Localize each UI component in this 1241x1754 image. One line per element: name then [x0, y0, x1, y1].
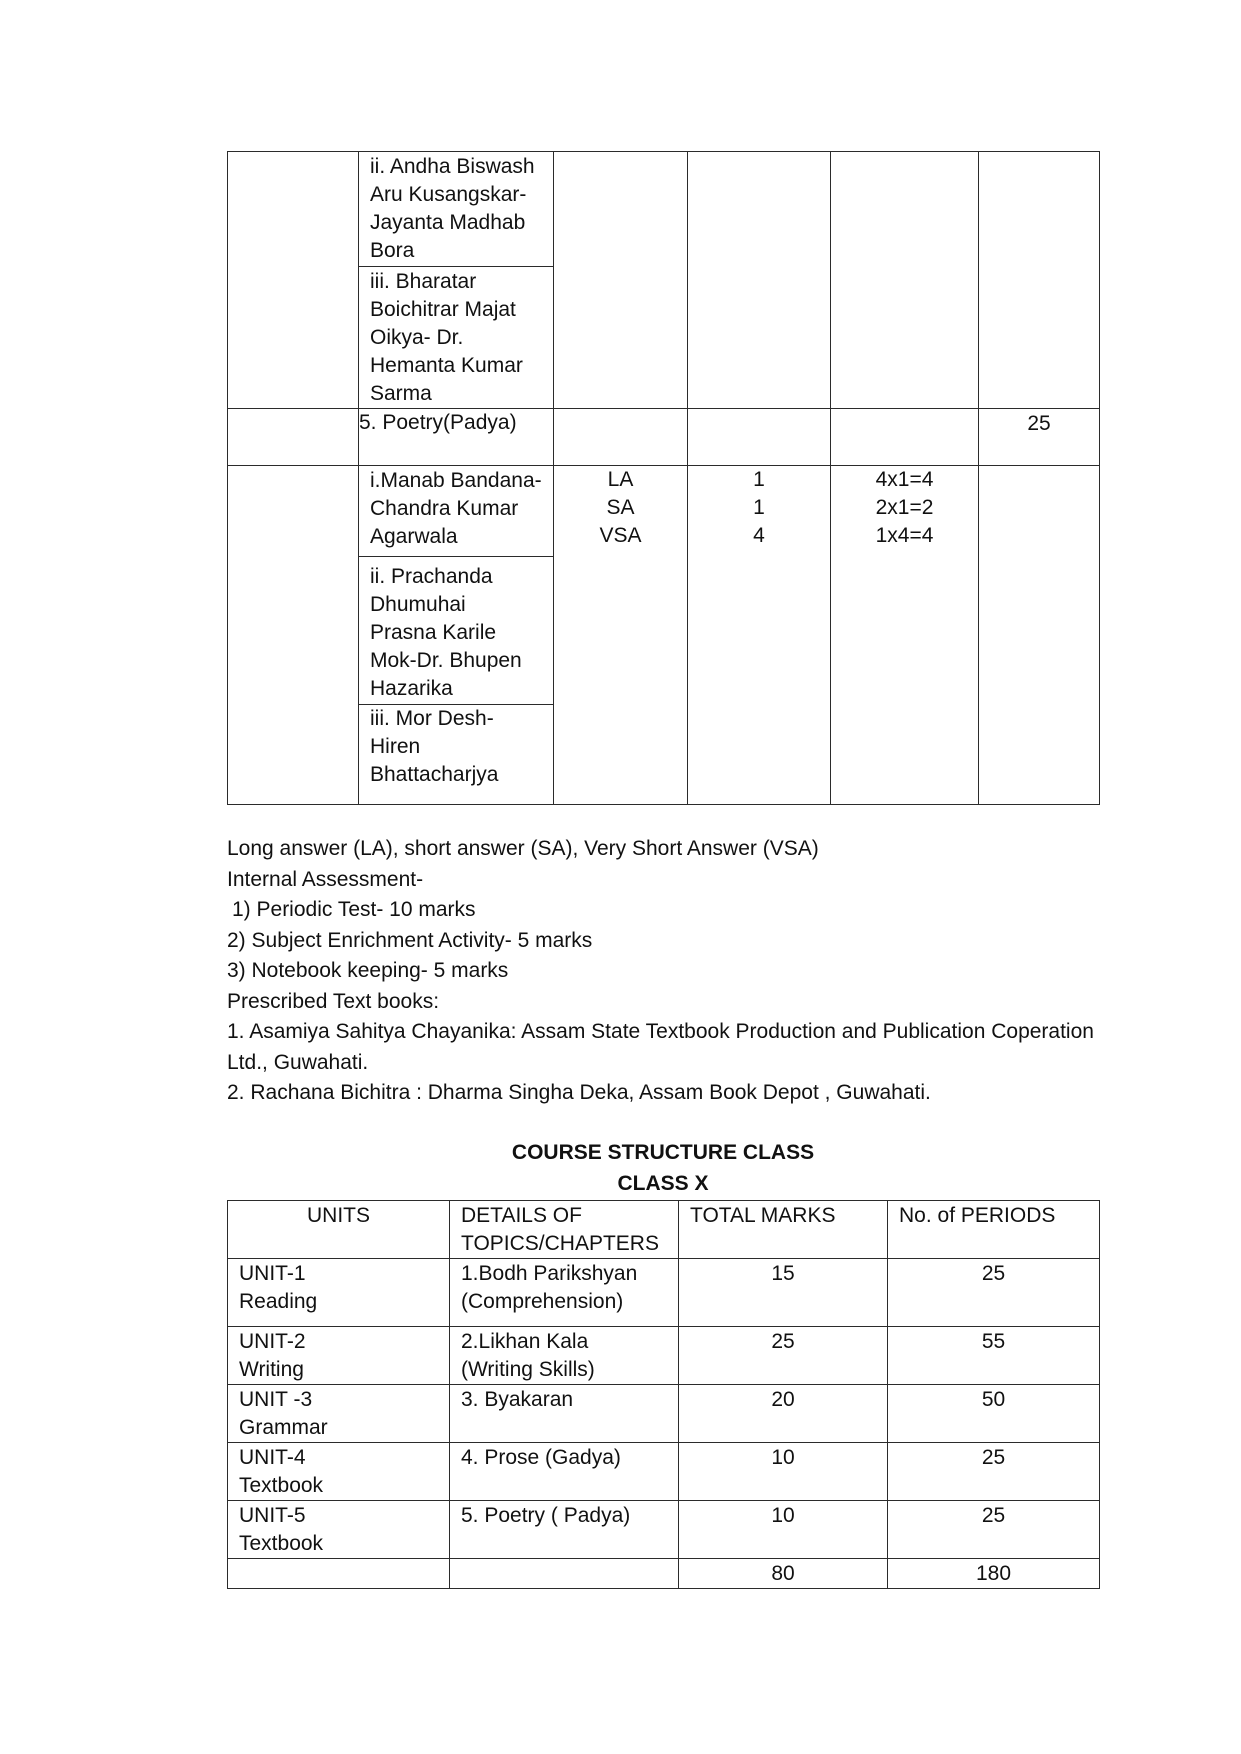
marks-split-cell: [831, 466, 979, 805]
details-cell: [450, 1559, 679, 1589]
unit-cell: [228, 1443, 450, 1501]
unit-label: Writing: [239, 1358, 304, 1381]
unit-cell: [228, 1385, 450, 1443]
table-row: [228, 152, 1100, 409]
table-row: [228, 1385, 1100, 1443]
marks-cell: 20: [679, 1385, 888, 1443]
details-line: (Comprehension): [461, 1290, 624, 1313]
lesson-line: ii. Andha Biswash: [370, 155, 535, 178]
lesson-line: Chandra Kumar: [370, 497, 519, 520]
lesson-line: Mok-Dr. Bhupen: [370, 649, 522, 672]
list-item: 2) Subject Enrichment Activity- 5 marks: [227, 928, 593, 952]
lesson-line: Hiren: [370, 735, 421, 758]
lesson-line: Hazarika: [370, 677, 453, 700]
unit-label: Textbook: [239, 1532, 324, 1555]
unit-label: UNIT-5: [239, 1504, 306, 1527]
periods-cell: 25: [888, 1501, 1100, 1559]
details-cell: [450, 1259, 679, 1327]
list-item: Ltd., Guwahati.: [227, 1050, 369, 1074]
answer-key-note: Long answer (LA), short answer (SA), Very Short Answer (VSA): [227, 837, 819, 860]
lesson-line: Bora: [370, 239, 415, 262]
poetry-header-label: 5. Poetry(Padya): [359, 409, 554, 466]
unit-cell: [228, 1327, 450, 1385]
details-line: 3. Byakaran: [461, 1388, 574, 1411]
marks-split: 2x1=2: [875, 496, 934, 519]
unit-cell: [228, 1559, 450, 1589]
page-title: COURSE STRUCTURE CLASS: [511, 1141, 815, 1164]
unit-cell: [228, 466, 359, 805]
lesson-line: Bhattacharjya: [370, 763, 499, 786]
list-item: 1. Asamiya Sahitya Chayanika: Assam State Textbook Production and Publication Coperation: [227, 1020, 1094, 1043]
periods-cell: 50: [888, 1385, 1100, 1443]
internal-assessment-heading: Internal Assessment-: [227, 867, 424, 891]
question-count-cell: [688, 466, 831, 805]
list-item: [359, 705, 553, 789]
question-count: 1: [753, 468, 765, 491]
lesson-list-cell: [359, 152, 554, 409]
list-item: [359, 152, 553, 267]
page-subtitle: CLASS X: [617, 1171, 709, 1195]
table-header-row: [228, 1201, 1100, 1259]
lesson-line: Sarma: [370, 382, 432, 405]
list-item: [359, 466, 553, 557]
details-line: (Writing Skills): [461, 1358, 595, 1381]
lesson-line: ii. Prachanda: [370, 565, 493, 588]
unit-cell: [228, 1501, 450, 1559]
question-count: 1: [753, 496, 765, 519]
details-cell: [450, 1443, 679, 1501]
table-row: [228, 1327, 1100, 1385]
unit-cell: [228, 152, 359, 409]
totals-row: [228, 1559, 1100, 1589]
marks-split-cell: [831, 409, 979, 466]
periods-cell: 55: [888, 1327, 1100, 1385]
periods-cell: 25: [888, 1259, 1100, 1327]
unit-label: Reading: [239, 1290, 318, 1313]
marks-cell: [979, 466, 1100, 805]
unit-label: UNIT-1: [239, 1262, 306, 1285]
unit-label: UNIT -3: [239, 1388, 313, 1411]
lesson-line: Agarwala: [370, 525, 458, 548]
table-row: [228, 1259, 1100, 1327]
question-type: VSA: [599, 524, 642, 547]
lesson-line: Jayanta Madhab: [370, 211, 526, 234]
poetry-section-table: [227, 151, 1100, 805]
details-line: 1.Bodh Parikshyan: [461, 1262, 638, 1285]
question-count: 4: [753, 524, 765, 547]
unit-label: Grammar: [239, 1416, 328, 1439]
lesson-line: i.Manab Bandana-: [370, 469, 542, 492]
question-count-cell: [688, 409, 831, 466]
table-row: [228, 466, 1100, 805]
marks-split: 1x4=4: [875, 524, 934, 547]
details-line: 4. Prose (Gadya): [461, 1446, 621, 1469]
lesson-list-cell: [359, 466, 554, 805]
lesson-line: Dhumuhai: [370, 593, 466, 616]
unit-cell: [228, 409, 359, 466]
column-header: UNITS: [228, 1201, 450, 1259]
unit-label: Textbook: [239, 1474, 324, 1497]
table-row: [228, 409, 1100, 466]
marks-cell: 15: [679, 1259, 888, 1327]
list-item: 2. Rachana Bichitra : Dharma Singha Deka, Assam Book Depot , Guwahati.: [227, 1081, 931, 1104]
list-item: [359, 267, 553, 408]
list-item: [359, 557, 553, 705]
list-item: 1) Periodic Test- 10 marks: [232, 898, 476, 921]
marks-cell: 10: [679, 1443, 888, 1501]
course-structure-table: [227, 1200, 1100, 1589]
question-type-cell: [554, 152, 688, 409]
textbooks-heading: Prescribed Text books:: [227, 989, 440, 1013]
lesson-line: iii. Bharatar: [370, 270, 477, 293]
details-cell: [450, 1327, 679, 1385]
details-cell: [450, 1385, 679, 1443]
lesson-line: Boichitrar Majat: [370, 298, 516, 321]
assessment-notes: [227, 834, 1107, 1109]
column-header: TOTAL MARKS: [679, 1201, 888, 1259]
marks-split-cell: [831, 152, 979, 409]
poetry-total-marks: 25: [979, 409, 1100, 466]
question-type: LA: [607, 468, 634, 491]
marks-cell: [979, 152, 1100, 409]
lesson-line: iii. Mor Desh-: [370, 707, 494, 730]
lesson-line: Hemanta Kumar: [370, 354, 523, 377]
unit-label: UNIT-2: [239, 1330, 306, 1353]
question-type-cell: [554, 466, 688, 805]
total-periods: 180: [888, 1559, 1100, 1589]
lesson-line: Prasna Karile: [370, 621, 497, 644]
question-count-cell: [688, 152, 831, 409]
list-item: 3) Notebook keeping- 5 marks: [227, 959, 509, 982]
marks-cell: 10: [679, 1501, 888, 1559]
question-type: SA: [606, 496, 635, 519]
table-row: [228, 1501, 1100, 1559]
lesson-line: Aru Kusangskar-: [370, 183, 527, 206]
marks-split: 4x1=4: [875, 468, 934, 491]
unit-label: UNIT-4: [239, 1446, 306, 1469]
course-structure-heading: [227, 1138, 1099, 1199]
question-type-cell: [554, 409, 688, 466]
details-line: 2.Likhan Kala: [461, 1330, 589, 1353]
periods-cell: 25: [888, 1443, 1100, 1501]
column-header: DETAILS OF TOPICS/CHAPTERS: [450, 1201, 679, 1259]
unit-cell: [228, 1259, 450, 1327]
lesson-line: Oikya- Dr.: [370, 326, 464, 349]
details-line: 5. Poetry ( Padya): [461, 1504, 631, 1527]
details-cell: [450, 1501, 679, 1559]
column-header: No. of PERIODS: [888, 1201, 1100, 1259]
table-row: [228, 1443, 1100, 1501]
marks-cell: 25: [679, 1327, 888, 1385]
total-marks: 80: [679, 1559, 888, 1589]
